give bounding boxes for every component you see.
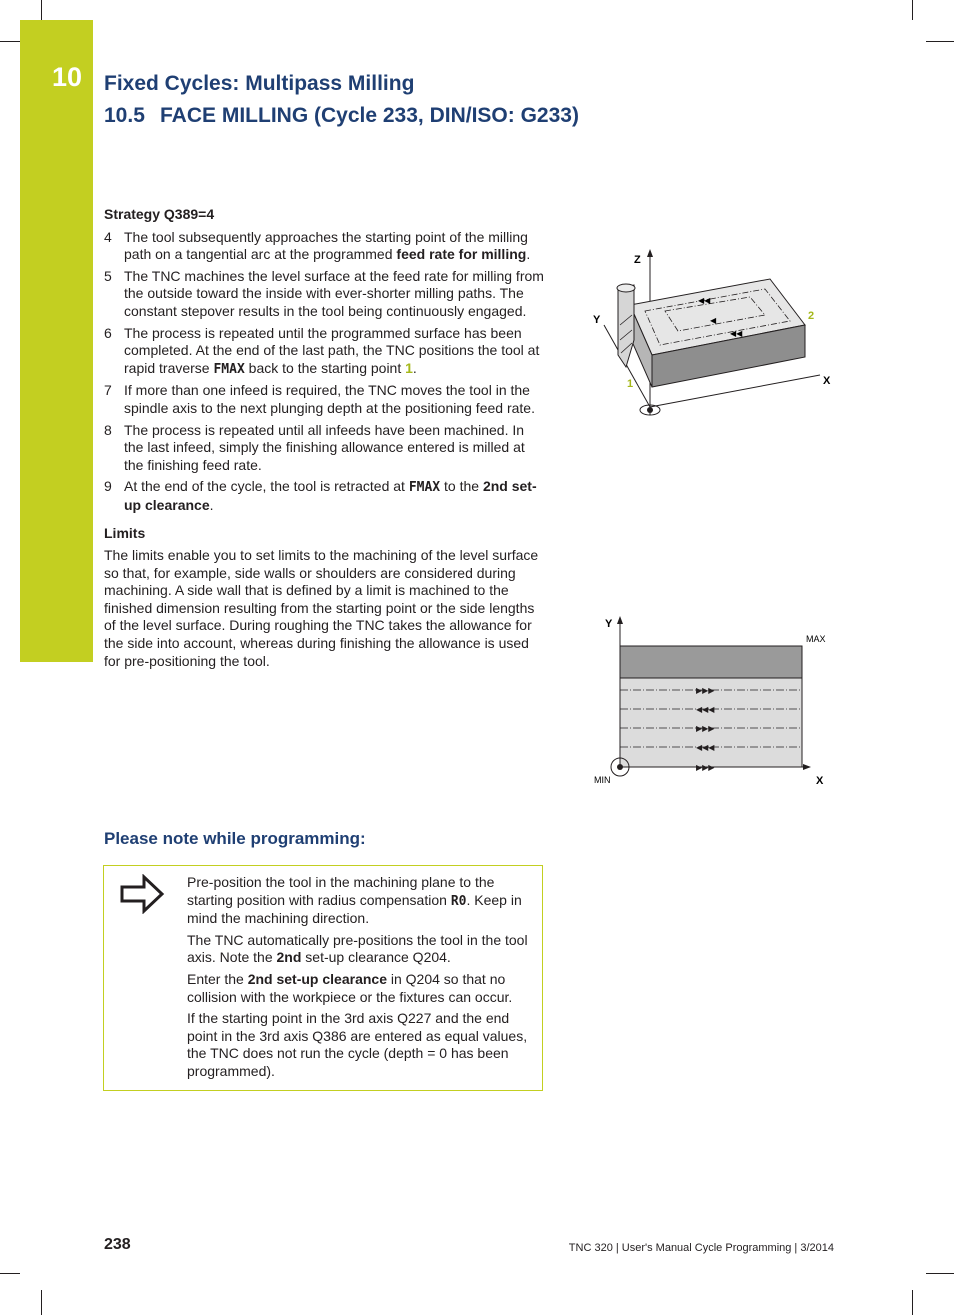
note-text [187, 874, 537, 1085]
step-text: The TNC machines the level surface at the feed rate for milling from the outside toward the inside with ever-shorter milling paths. The constant stepover results in the tool being continuously engaged. [124, 267, 544, 319]
min-label: MIN [594, 775, 611, 785]
section-title [104, 104, 579, 128]
crop-mark [41, 1290, 42, 1315]
crop-mark [41, 0, 42, 20]
chapter-title: Fixed Cycles: Multipass Milling [104, 72, 415, 95]
page-number: 238 [104, 1236, 131, 1253]
limits-top-view-figure [590, 612, 840, 794]
step-text: The tool subsequently approaches the starting point of the milling path on a tangential arc at the programmed feed rate for milling. [124, 228, 531, 263]
step-text: If more than one infeed is required, the TNC moves the tool in the spindle axis to the next plunging depth at the positioning feed rate. [124, 382, 535, 416]
z-axis-label: Z [634, 254, 641, 266]
point-2-label: 2 [808, 310, 815, 322]
crop-mark [912, 0, 913, 20]
milling-tool [618, 285, 634, 367]
note-paragraph: Enter the 2nd set-up clearance in Q204 so that no collision with the workpiece or the fixtures can occur. [187, 970, 513, 1005]
crop-mark [926, 41, 954, 42]
step-number: 4 [104, 228, 112, 245]
step-text: The process is repeated until all infeeds have been machined. In the last infeed, simply the finishing allowance entered is milled at the finishing feed rate. [124, 421, 525, 473]
svg-text:◀◀◀: ◀◀◀ [696, 743, 715, 752]
step-number: 8 [104, 421, 112, 438]
step-number: 7 [104, 382, 112, 399]
chapter-number: 10 [52, 62, 83, 92]
note-box [103, 865, 543, 1091]
crop-mark [0, 1273, 20, 1274]
strategy-heading: Strategy Q389=4 [104, 206, 215, 222]
svg-text:◀◀◀: ◀◀◀ [696, 705, 715, 714]
note-title: Please note while programming: [104, 829, 366, 848]
svg-text:▶▶▶: ▶▶▶ [696, 724, 715, 733]
list-item [104, 229, 544, 264]
crop-mark [926, 1273, 954, 1274]
section-number: 10.5 [104, 104, 145, 127]
arrow-right-icon [118, 874, 166, 914]
step-text: At the end of the cycle, the tool is retracted at FMAX to the 2nd set-up clearance. [124, 478, 537, 513]
section-title-text: FACE MILLING (Cycle 233, DIN/ISO: G233) [160, 104, 579, 127]
list-item [104, 325, 544, 379]
y-axis-label: Y [605, 618, 613, 630]
x-axis-label: X [823, 375, 831, 387]
note-paragraph: If the starting point in the 3rd axis Q227 and the end point in the 3rd axis Q386 are entered as equal values, the TNC does not run the cycle (depth = 0 has been programmed). [187, 1010, 528, 1079]
chapter-tab [20, 20, 93, 662]
footer-text: TNC 320 | User's Manual Cycle Programming | 3/2014 [568, 1242, 834, 1254]
body-text [104, 206, 544, 670]
limits-paragraph: The limits enable you to set limits to the machining of the level surface so that, for example, side walls or shoulders are considered during machining. A side wall that is defined by a limit is machined to the finished dimension resulting from the starting point or the side lengths of the level surface. During roughing the TNC takes the allowance for the side into account, whereas during finishing the allowance is used for pre-positioning the tool. [104, 547, 539, 669]
step-number: 9 [104, 478, 112, 495]
point-1-label: 1 [627, 378, 634, 390]
y-axis-label: Y [593, 314, 601, 326]
list-item [104, 422, 544, 475]
note-paragraph: The TNC automatically pre-positions the tool in the tool axis. Note the 2nd set-up clearance Q204. [187, 931, 528, 966]
step-number: 6 [104, 324, 112, 341]
crop-mark [912, 1290, 913, 1315]
direction-arrows: ◀◀ [698, 296, 711, 305]
x-axis-label: X [816, 775, 824, 787]
face-milling-3d-figure [590, 245, 840, 430]
crop-mark [0, 41, 20, 42]
list-item [104, 268, 544, 321]
svg-text:▶▶▶: ▶▶▶ [696, 763, 715, 772]
list-item [104, 382, 544, 417]
direction-arrows: ◀◀ [730, 329, 743, 338]
note-paragraph: Pre-position the tool in the machining plane to the starting position with radius compensation R0. Keep in mind the machining direction. [187, 874, 522, 927]
list-item [104, 478, 544, 514]
svg-text:▶▶▶: ▶▶▶ [696, 686, 715, 695]
limits-heading: Limits [104, 524, 146, 541]
step-number: 5 [104, 267, 112, 284]
step-text: The process is repeated until the programmed surface has been completed. At the end of the last path, the TNC positions the tool at rapid traverse FMAX back to the starting point 1. [124, 324, 540, 377]
limit-wall [620, 646, 802, 678]
max-label: MAX [806, 634, 826, 644]
direction-arrows: ◀ [710, 316, 717, 325]
